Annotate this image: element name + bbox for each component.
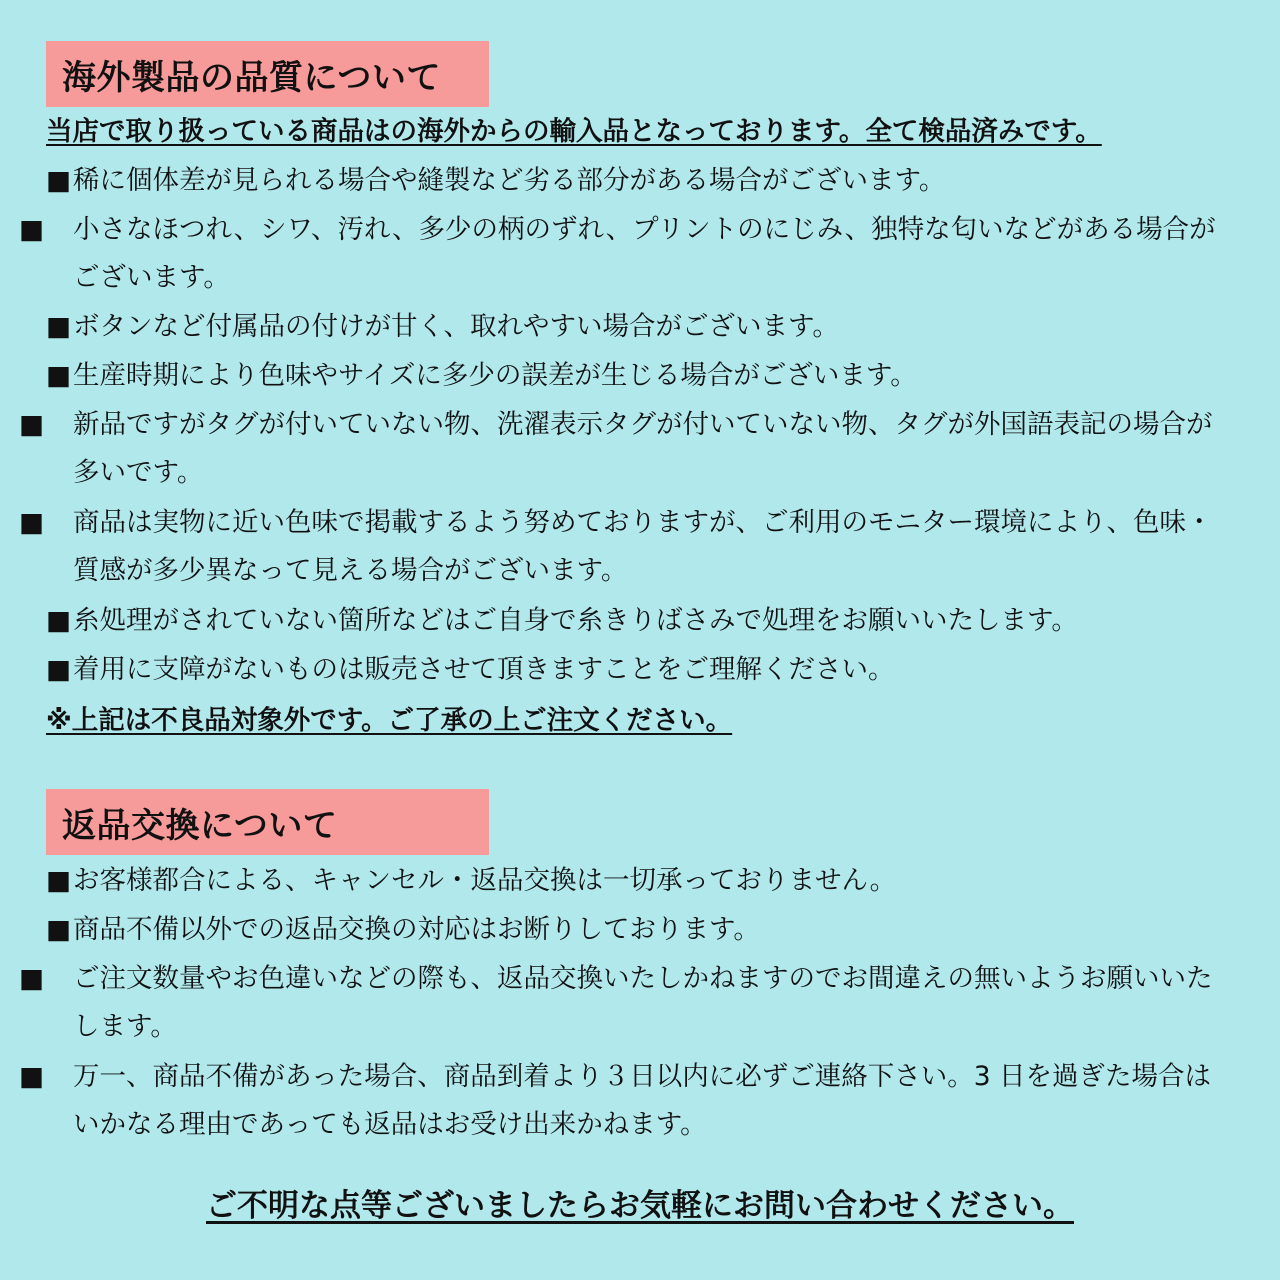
bullet-square-icon: ■ [46,865,72,896]
list-item [46,646,1236,694]
section-header-quality [46,41,489,107]
list-item-text: ご注文数量やお色違いなどの際も、返品交換いたしかねますのでお間違えの無いようお願いいたします。 [73,963,1213,1042]
list-item [46,906,1236,954]
bullet-square-icon: ■ [46,605,72,636]
list-item-text: 糸処理がされていない箇所などはご自身で糸きりばさみで処理をお願いいたします。 [73,605,1078,636]
bullet-square-icon: ■ [46,311,72,342]
bullet-square-icon: ■ [19,963,45,994]
list-item-text: ボタンなど付属品の付けが甘く、取れやすい場合がございます。 [73,311,839,342]
section-title: 海外製品の品質について [62,57,441,98]
list-item [19,955,1236,1051]
list-item-text: 商品不備以外での返品交換の対応はお断りしております。 [73,914,760,945]
list-item-text: 着用に支障がないものは販売させて頂きますことをご理解ください。 [73,654,895,685]
list-item-text: 新品ですがタグが付いていない物、洗濯表示タグが付いていない物、タグが外国語表記の場合が多いです。 [73,409,1213,488]
contact-message: ご不明な点等ございましたらお気軽にお問い合わせください。 [206,1188,1074,1224]
list-item [19,499,1236,595]
bullet-square-icon: ■ [46,914,72,945]
bullet-square-icon: ■ [19,507,45,538]
list-item [19,401,1236,497]
list-item-text: お客様都合による、キャンセル・返品交換は一切承っておりません。 [73,865,897,896]
list-item [19,206,1236,302]
bullet-square-icon: ■ [46,360,72,391]
list-item [46,303,1236,351]
list-item [46,597,1236,645]
list-item-text: 商品は実物に近い色味で掲載するよう努めておりますが、ご利用のモニター環境により、色味・質感が多少異なって見える場合がございます。 [73,507,1213,586]
list-item-text: 小さなほつれ、シワ、汚れ、多少の柄のずれ、プリントのにじみ、独特な匂いなどがある場合がございます。 [73,214,1216,293]
list-item [46,157,1236,205]
intro-text: 当店で取り扱っている商品はの海外からの輸入品となっております。全て検品済みです。 [46,116,1102,147]
bullet-square-icon: ■ [19,409,45,440]
list-item-text: 生産時期により色味やサイズに多少の誤差が生じる場合がございます。 [73,360,917,391]
section-title: 返品交換について [62,805,338,846]
section-header-returns [46,789,489,855]
list-item-text: 万一、商品不備があった場合、商品到着より３日以内に必ずご連絡下さい。3 日を過ぎた場合はいかなる理由であっても返品はお受け出来かねます。 [73,1061,1212,1140]
bullet-square-icon: ■ [46,654,72,685]
bullet-square-icon: ■ [19,214,45,245]
list-item-text: 稀に個体差が見られる場合や縫製など劣る部分がある場合がございます。 [73,165,946,196]
disclaimer-note: ※上記は不良品対象外です。ご了承の上ご注文ください。 [46,705,733,736]
bullet-square-icon: ■ [46,165,72,196]
list-item [19,1053,1236,1149]
list-item [46,857,1236,905]
list-item [46,352,1236,400]
bullet-square-icon: ■ [19,1061,45,1092]
